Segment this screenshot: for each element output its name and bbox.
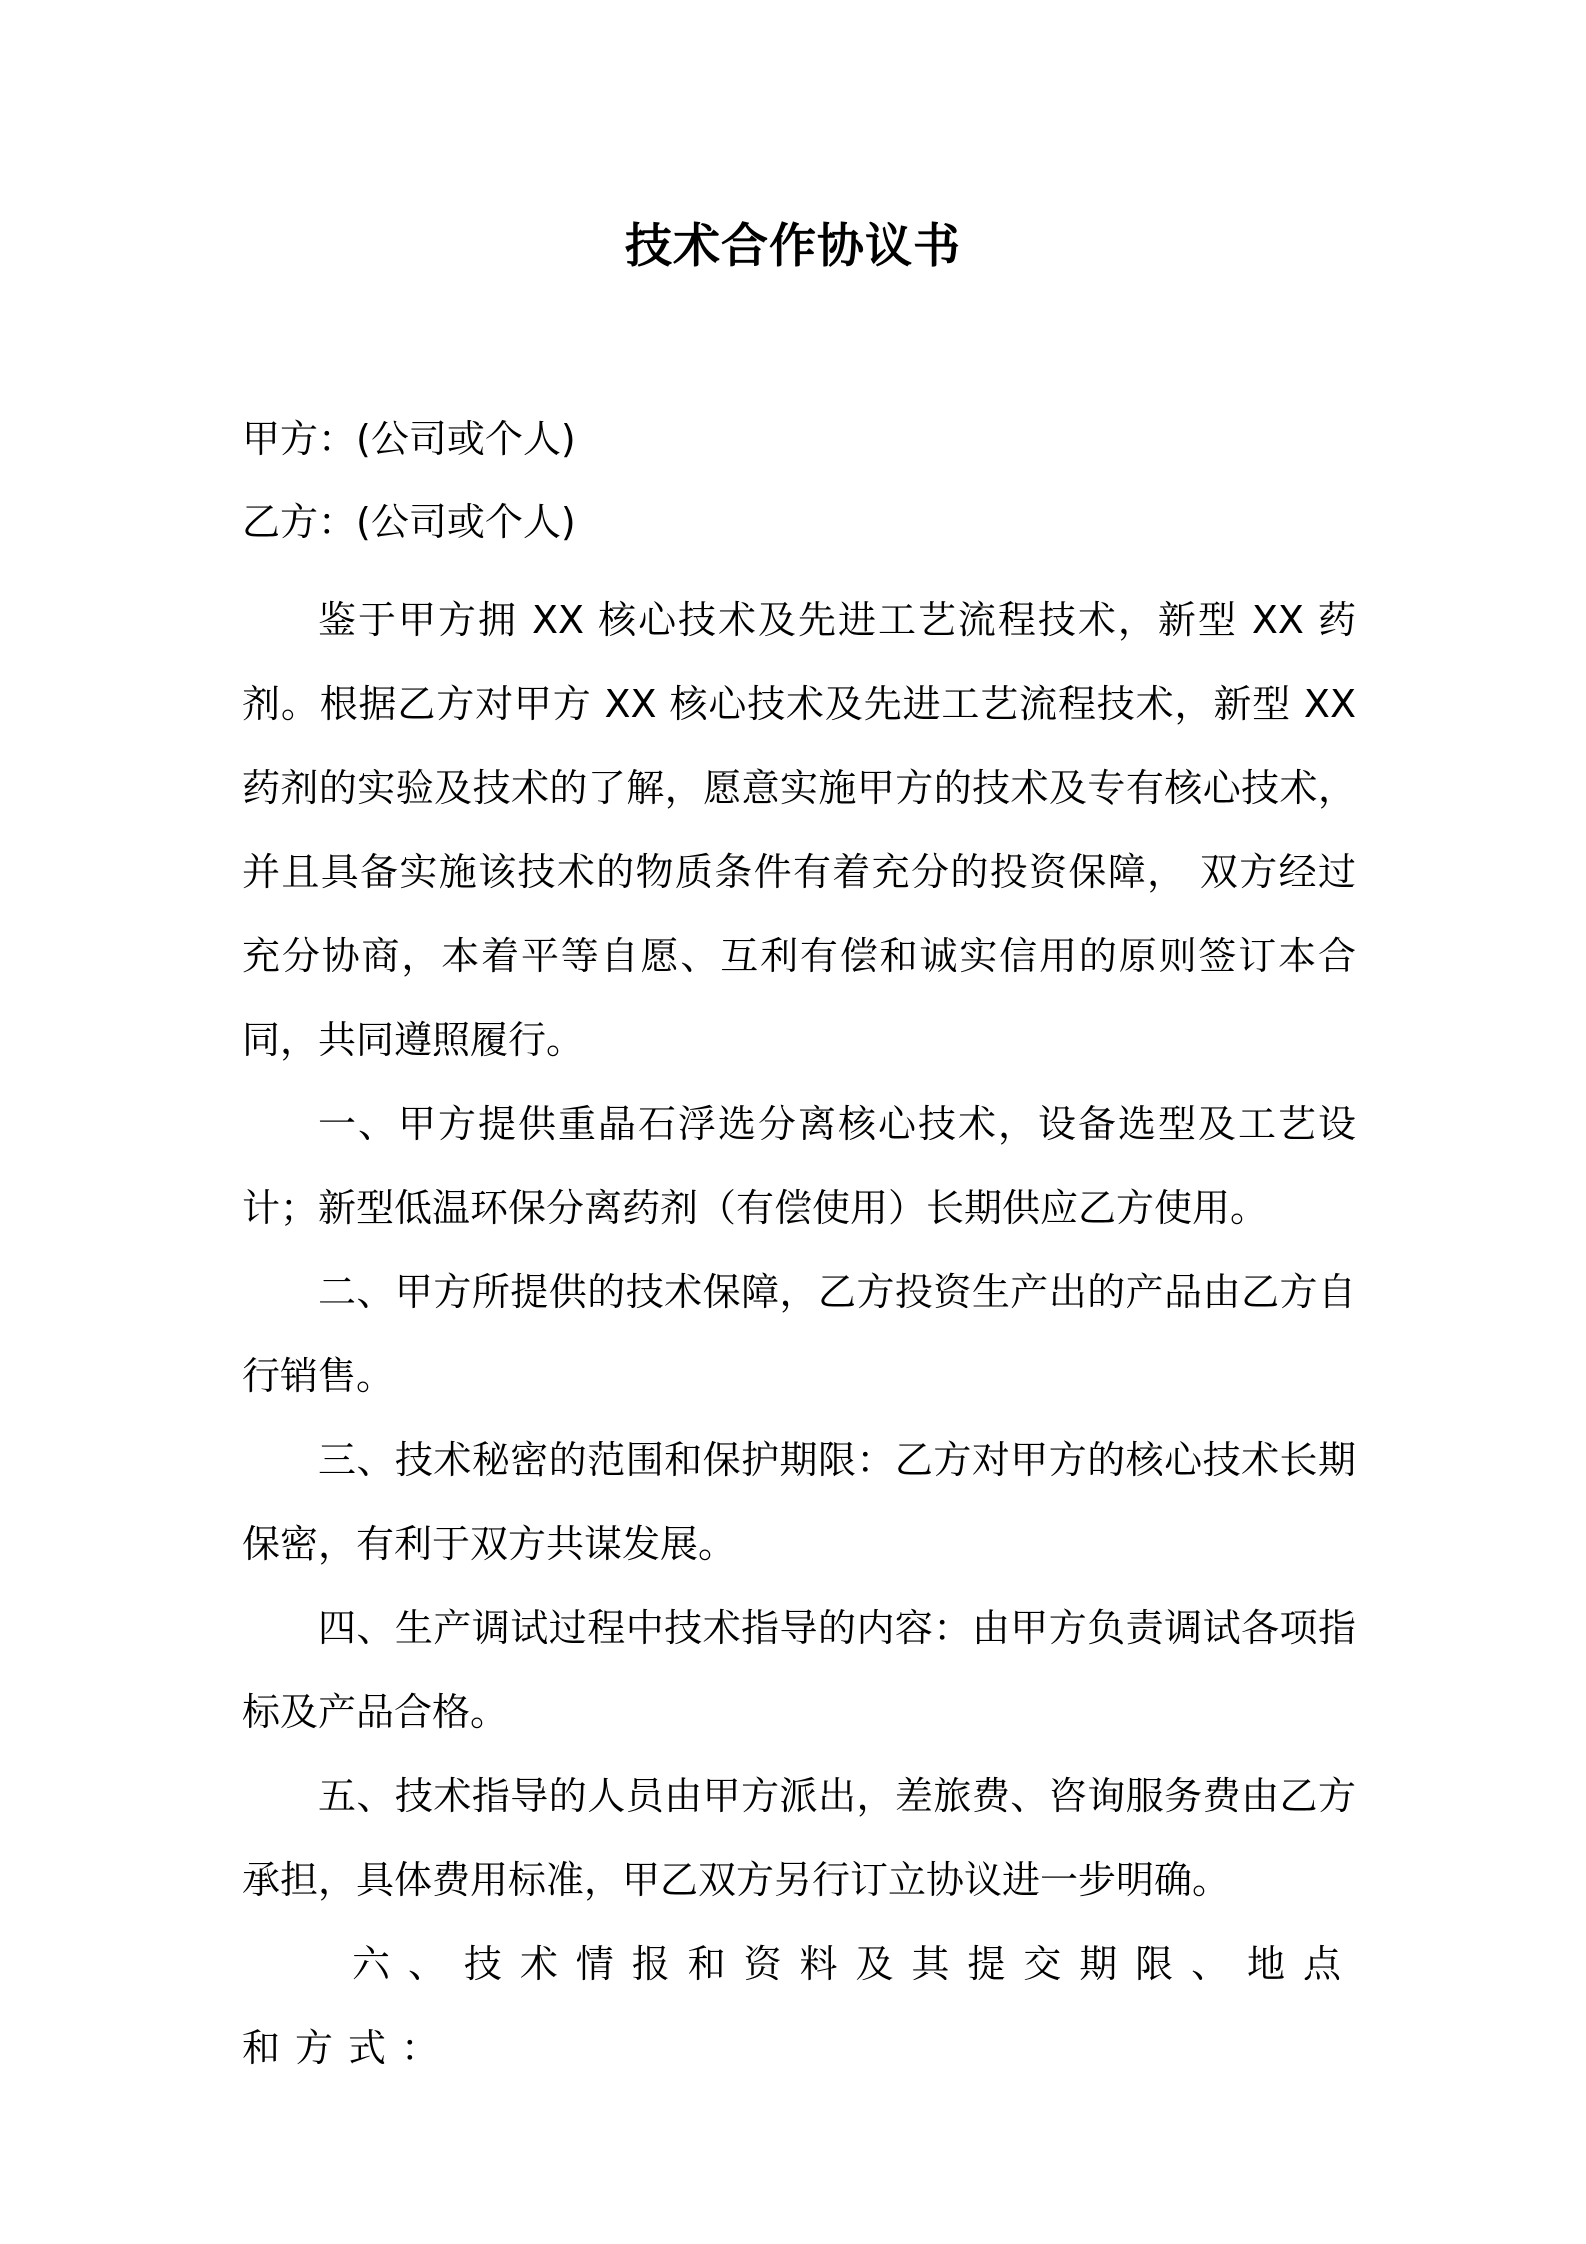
agreement-body [242, 578, 1356, 2090]
clause-5-paragraph: 五、技术指导的人员由甲方派出，差旅费、咨询服务费由乙方承担，具体费用标准，甲乙双方另行订立协议进一步明确。 [242, 1774, 1356, 1902]
clause-1-paragraph: 一、甲方提供重晶石浮选分离核心技术，设备选型及工艺设计；新型低温环保分离药剂（有偿使用）长期供应乙方使用。 [242, 1102, 1356, 1230]
clause-3-paragraph: 三、技术秘密的范围和保护期限：乙方对甲方的核心技术长期保密，有利于双方共谋发展。 [242, 1438, 1356, 1566]
clause-2-paragraph: 二、甲方所提供的技术保障，乙方投资生产出的产品由乙方自行销售。 [242, 1270, 1356, 1398]
clause-6-paragraph: 六、技术情报和资料及其提交期限、地点和方式： [242, 1942, 1356, 2070]
party-b-line: 乙方：(公司或个人) [242, 500, 576, 544]
document-title: 技术合作协议书 [625, 219, 961, 274]
party-a-line: 甲方：(公司或个人) [242, 417, 576, 461]
clause-4-paragraph: 四、生产调试过程中技术指导的内容：由甲方负责调试各项指标及产品合格。 [242, 1606, 1356, 1734]
preamble-paragraph: 鉴于甲方拥 XX 核心技术及先进工艺流程技术，新型 XX 药剂。根据乙方对甲方 XX 核心技术及先进工艺流程技术，新型 XX 药剂的实验及技术的了解，愿意实施甲方的技术及专有核心技术，并且具备实施该技术的物质条件有着充分的投资保障， 双方经过充分协商，本着平等自愿、互利有偿和诚实信用的原则签订本合同，共同遵照履行。 [242, 598, 1356, 1062]
